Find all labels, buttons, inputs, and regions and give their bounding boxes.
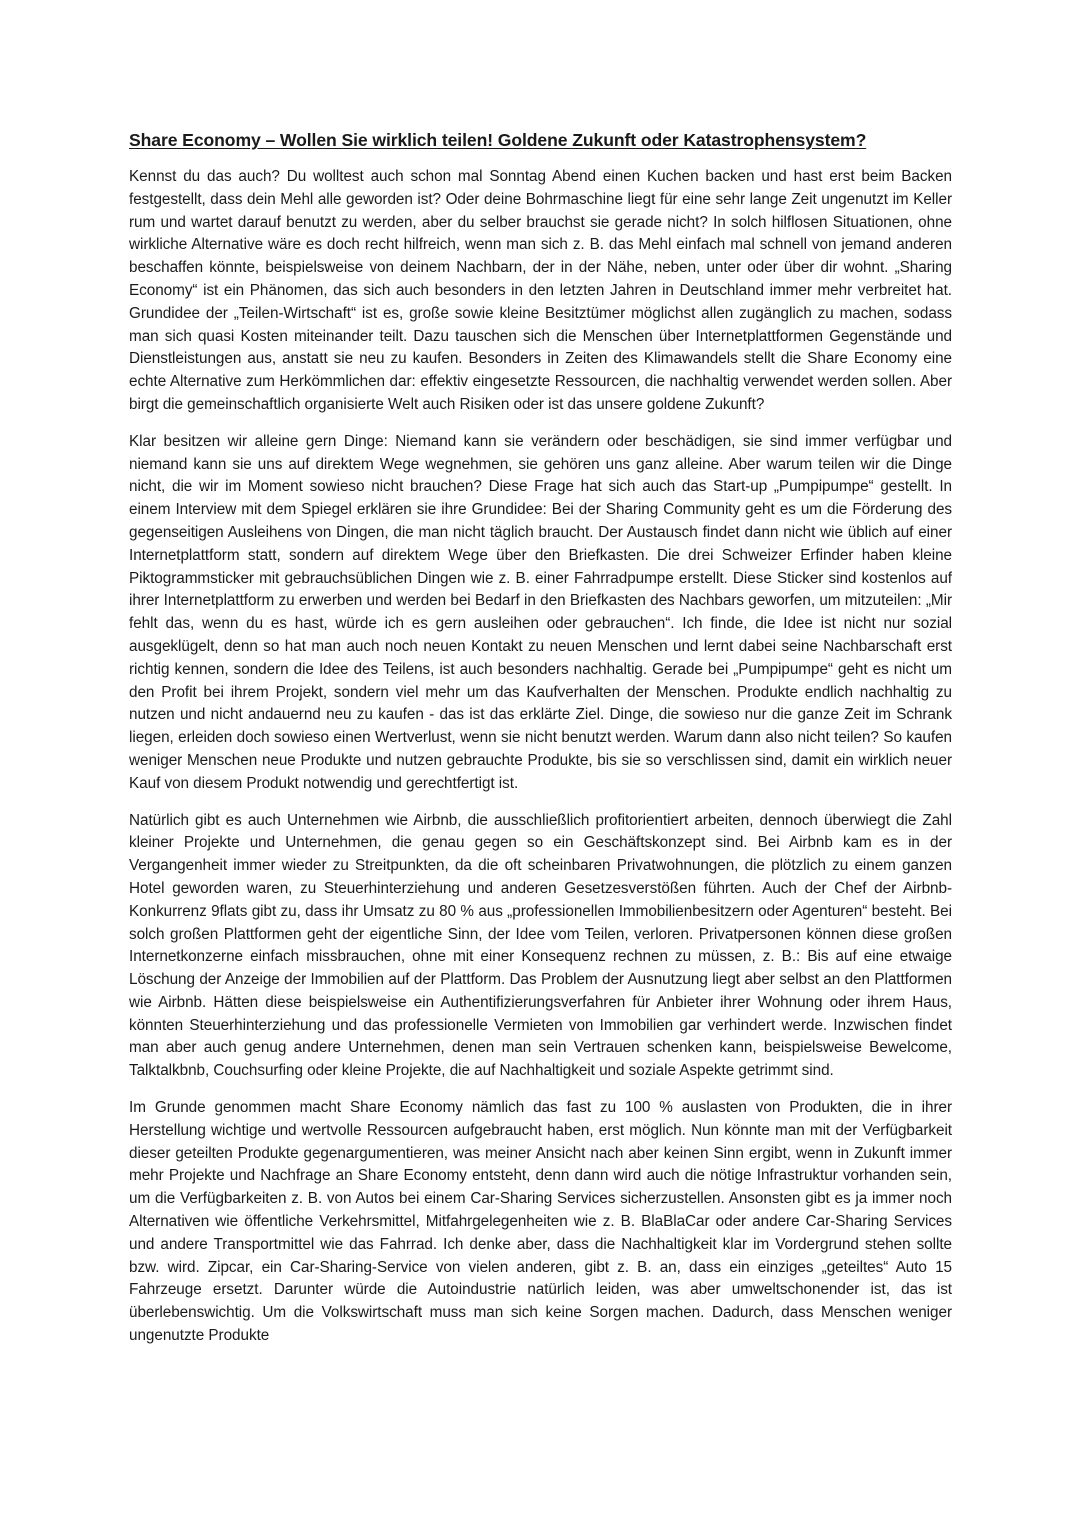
paragraph-intro: Kennst du das auch? Du wolltest auch schon mal Sonntag Abend einen Kuchen backen und hast erst beim Backen festgestellt, dass dein Mehl alle geworden ist? Oder deine Bohrmaschine liegt für eine sehr lange Zeit ungenutzt im Keller rum und wartet darauf benutzt zu werden, aber du selber brauchst sie gerade nicht? In solch hilflosen Situationen, ohne wirkliche Alternative wäre es doch recht hilfreich, wenn man sich z. B. das Mehl einfach mal schnell von jemand anderen beschaffen könnte, beispielsweise von deinem Nachbarn, der in der Nähe, neben, unter oder über dir wohnt. „Sharing Economy“ ist ein Phänomen, das sich auch besonders in den letzten Jahren in Deutschland immer mehr verbreitet hat. Grundidee der „Teilen-Wirtschaft“ ist es, große sowie kleine Besitztümer möglichst allen zugänglich zu machen, sodass man sich quasi Kosten miteinander teilt. Dazu tauschen sich die Menschen über Internetplattformen Gegenstände und Dienstleistungen aus, anstatt sie neu zu kaufen. Besonders in Zeiten des Klimawandels stellt die Share Economy eine echte Alternative zum Herkömmlichen dar: effektiv eingesetzte Ressourcen, die nachhaltig verwendet werden sollen. Aber birgt die gemeinschaftlich organisierte Welt auch Risiken oder ist das unsere goldene Zukunft? bbox=[129, 168, 952, 413]
paragraph-sustainability: Im Grunde genommen macht Share Economy nämlich das fast zu 100 % auslasten von Produkten, die in ihrer Herstellung wichtige und wertvolle Ressourcen aufgebraucht haben, erst möglich. Nun könnte man mit der Verfügbarkeit dieser geteilten Produkte gegenargumentieren, was meiner Ansicht nach aber keinen Sinn ergibt, wenn in Zukunft immer mehr Projekte und Nachfrage an Share Economy entsteht, denn dann wird auch die nötige Infrastruktur vorhanden sein, um die Verfügbarkeiten z. B. von Autos bei einem Car-Sharing Services sicherzustellen. Ansonsten gibt es ja immer noch Alternativen wie öffentliche Verkehrsmittel, Mitfahrgelegenheiten wie z. B. BlaBlaCar oder andere Car-Sharing Services und andere Transportmittel wie das Fahrrad. Ich denke aber, dass die Nachhaltigkeit klar im Vordergrund stehen sollte bzw. wird. Zipcar, ein Car-Sharing-Service von vielen anderen, gibt z. B. an, dass ein einziges „geteiltes“ Auto 15 Fahrzeuge ersetzt. Darunter würde die Autoindustrie natürlich leiden, was aber umweltschonender ist, das ist überlebenswichtig. Um die Volkswirtschaft muss man sich keine Sorgen machen. Dadurch, dass Menschen weniger ungenutzte Produkte bbox=[129, 1099, 952, 1345]
document-title: Share Economy – Wollen Sie wirklich teilen! Goldene Zukunft oder Katastrophensystem? bbox=[129, 130, 867, 150]
paragraph-pumpipumpe: Klar besitzen wir alleine gern Dinge: Niemand kann sie verändern oder beschädigen, sie sind immer verfügbar und niemand kann sie uns auf direktem Wege wegnehmen, sie gehören uns ganz alleine. Aber warum teilen wir die Dinge nicht, die wir im Moment sowieso nicht brauchen? Diese Frage hat sich auch das Start-up „Pumpipumpe“ gestellt. In einem Interview mit dem Spiegel erklären sie ihre Grundidee: Bei der Sharing Community geht es um die Förderung des gegenseitigen Ausleihens von Dingen, die man nicht täglich braucht. Der Austausch findet dann nicht wie üblich auf einer Internetplattform statt, sondern auf direktem Wege über den Briefkasten. Die drei Schweizer Erfinder haben kleine Piktogrammsticker mit gebrauchsüblichen Dingen wie z. B. einer Fahrradpumpe erstellt. Diese Sticker sind kostenlos auf ihrer Internetplattform zu erwerben und werden bei Bedarf in den Briefkasten des Nachbars geworfen, um mitzuteilen: „Mir fehlt das, wenn du es hast, würde ich es gern ausleihen oder gebrauchen“. Ich finde, die Idee ist nicht nur sozial ausgeklügelt, denn so hat man auch noch neuen Kontakt zu neuen Menschen und lernt dabei seine Nachbarschaft erst richtig kennen, sondern die Idee des Teilens, ist auch besonders nachhaltig. Gerade bei „Pumpipumpe“ geht es nicht um den Profit bei ihrem Projekt, sondern viel mehr um das Kaufverhalten der Menschen. Produkte endlich nachhaltig zu nutzen und nicht andauernd neu zu kaufen - das ist das erklärte Ziel. Dinge, die sowieso nur die ganze Zeit im Schrank liegen, erleiden doch sowieso einen Wertverlust, wenn sie nicht benutzt werden. Warum dann also nicht teilen? So kaufen weniger Menschen neue Produkte und nutzen gebrauchte Produkte, bis sie so verschlissen sind, damit ein wirklich neuer Kauf von diesem Produkt notwendig und gerechtfertigt ist. bbox=[129, 432, 952, 792]
paragraph-airbnb: Natürlich gibt es auch Unternehmen wie Airbnb, die ausschließlich profitorientiert arbeiten, dennoch überwiegt die Zahl kleiner Projekte und Unternehmen, die genau gegen so ein Geschäftskonzept sind. Bei Airbnb kam es in der Vergangenheit immer wieder zu Streitpunkten, da die oft scheinbaren Privatwohnungen, die plötzlich zu einem ganzen Hotel geworden waren, zu Steuerhinterziehung und anderen Gesetzesverstößen führten. Auch der Chef der Airbnb-Konkurrenz 9flats gibt zu, dass ihr Umsatz zu 80 % aus „professionellen Immobilienbesitzern oder Agenturen“ besteht. Bei solch großen Plattformen geht der eigentliche Sinn, der Idee vom Teilen, verloren. Privatpersonen können diese großen Internetkonzerne einfach missbrauchen, ohne mit einer Konsequenz rechnen zu müssen, z. B.: Bis auf eine etwaige Löschung der Anzeige der Immobilien auf der Plattform. Das Problem der Ausnutzung liegt aber selbst an den Plattformen wie Airbnb. Hätten diese beispielsweise ein Authentifizierungsverfahren für Anbieter ihrer Wohnung oder ihrem Haus, könnten Steuerhinterziehung und das professionelle Vermieten von Immobilien gar verhindert werde. Inzwischen findet man aber auch genug andere Unternehmen, denen man sein Vertrauen schenken kann, beispielsweise Bewelcome, Talktalkbnb, Couchsurfing oder kleine Projekte, die auf Nachhaltigkeit und soziale Aspekte getrimmt sind. bbox=[129, 811, 952, 1080]
document-page bbox=[129, 128, 952, 1362]
